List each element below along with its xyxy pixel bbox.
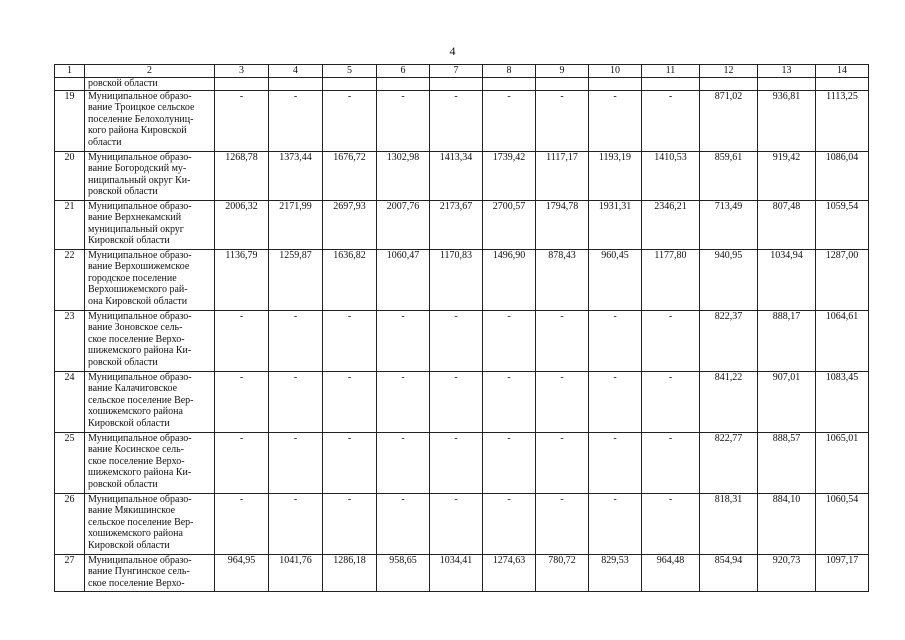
value-cell: 1083,45 xyxy=(816,371,869,432)
entity-name-line: она Кировской области xyxy=(88,295,188,307)
value-cell: - xyxy=(642,310,700,371)
value-cell: 2346,21 xyxy=(642,200,700,249)
row-number: 23 xyxy=(55,310,85,371)
value-cell: - xyxy=(377,371,430,432)
entity-name-line: Кировской области xyxy=(88,539,170,551)
value-cell xyxy=(215,78,269,91)
value-cell: 958,65 xyxy=(377,554,430,591)
value-cell: 1060,47 xyxy=(377,249,430,310)
value-cell: - xyxy=(323,371,377,432)
table-header-row xyxy=(55,65,869,78)
column-header: 4 xyxy=(269,65,323,78)
entity-name-line: ское поселение Верхо- xyxy=(88,577,185,589)
entity-name-line: Муниципальное образо- xyxy=(88,493,192,505)
column-header: 11 xyxy=(642,65,700,78)
table-row xyxy=(55,90,869,151)
entity-name xyxy=(85,310,215,371)
entity-name-line: Муниципальное образо- xyxy=(88,310,192,322)
entity-name-line: вание Зоновское сель- xyxy=(88,322,183,333)
entity-name xyxy=(85,554,215,591)
value-cell: 884,10 xyxy=(758,493,816,554)
value-cell: 964,48 xyxy=(642,554,700,591)
entity-name-line: кого района Кировской xyxy=(88,125,187,136)
value-cell: - xyxy=(269,310,323,371)
value-cell: 1636,82 xyxy=(323,249,377,310)
value-cell: - xyxy=(269,493,323,554)
value-cell: 1065,01 xyxy=(816,432,869,493)
value-cell: 1413,34 xyxy=(430,151,483,200)
value-cell: 936,81 xyxy=(758,90,816,151)
value-cell: - xyxy=(430,493,483,554)
value-cell: - xyxy=(642,432,700,493)
value-cell: 1268,78 xyxy=(215,151,269,200)
entity-name-line: Верхошижемского рай- xyxy=(88,284,188,295)
entity-name-line: Муниципальное образо- xyxy=(88,90,192,102)
entity-name-line: вание Верхошижемское xyxy=(88,261,190,272)
value-cell: - xyxy=(642,493,700,554)
column-header: 10 xyxy=(589,65,642,78)
entity-name-line: вание Мякишинское xyxy=(88,505,176,516)
value-cell: - xyxy=(483,432,536,493)
entity-name-line: ровской области xyxy=(88,186,158,197)
entity-name-line: городское поселение xyxy=(88,272,177,284)
value-cell: 2173,67 xyxy=(430,200,483,249)
value-cell: - xyxy=(483,90,536,151)
entity-name-line: вание Троицкое сельское xyxy=(88,102,195,113)
value-cell: - xyxy=(377,90,430,151)
value-cell: - xyxy=(536,432,589,493)
column-header: 7 xyxy=(430,65,483,78)
row-number: 19 xyxy=(55,90,85,151)
table-row xyxy=(55,249,869,310)
value-cell xyxy=(430,78,483,91)
value-cell: 888,57 xyxy=(758,432,816,493)
row-number: 27 xyxy=(55,554,85,591)
value-cell: 1117,17 xyxy=(536,151,589,200)
value-cell: 2006,32 xyxy=(215,200,269,249)
value-cell: 907,01 xyxy=(758,371,816,432)
value-cell: - xyxy=(642,371,700,432)
value-cell: - xyxy=(377,432,430,493)
value-cell: 1059,54 xyxy=(816,200,869,249)
table-row xyxy=(55,432,869,493)
column-header: 9 xyxy=(536,65,589,78)
data-table xyxy=(54,64,869,592)
entity-name-line: области xyxy=(88,136,122,148)
entity-name-line: ровской области xyxy=(88,356,158,368)
value-cell xyxy=(700,78,758,91)
value-cell xyxy=(758,78,816,91)
column-header: 3 xyxy=(215,65,269,78)
value-cell: - xyxy=(589,90,642,151)
value-cell: 818,31 xyxy=(700,493,758,554)
value-cell: 829,53 xyxy=(589,554,642,591)
entity-name xyxy=(85,493,215,554)
value-cell: - xyxy=(215,432,269,493)
entity-name-line: сельское поселение Вер- xyxy=(88,516,194,528)
value-cell: 780,72 xyxy=(536,554,589,591)
entity-name-line: ровской области xyxy=(88,478,158,490)
value-cell xyxy=(816,78,869,91)
value-cell: 1086,04 xyxy=(816,151,869,200)
value-cell: 1286,18 xyxy=(323,554,377,591)
column-header: 8 xyxy=(483,65,536,78)
column-header: 6 xyxy=(377,65,430,78)
value-cell: - xyxy=(642,90,700,151)
entity-name-line: Муниципальное образо- xyxy=(88,554,192,566)
entity-name-line: вание Пунгинское сель- xyxy=(88,566,190,577)
column-header: 13 xyxy=(758,65,816,78)
value-cell: - xyxy=(430,310,483,371)
entity-name-line: Муниципальное образо- xyxy=(88,249,192,261)
entity-name xyxy=(85,249,215,310)
value-cell: 841,22 xyxy=(700,371,758,432)
value-cell: - xyxy=(215,493,269,554)
value-cell xyxy=(536,78,589,91)
column-header: 12 xyxy=(700,65,758,78)
entity-name xyxy=(85,90,215,151)
entity-name-line: Муниципальное образо- xyxy=(88,151,192,163)
value-cell: - xyxy=(589,493,642,554)
entity-name-line: поселение Белохолуниц- xyxy=(88,113,194,125)
value-cell: 2171,99 xyxy=(269,200,323,249)
value-cell: - xyxy=(589,432,642,493)
value-cell: - xyxy=(323,310,377,371)
table-row xyxy=(55,371,869,432)
entity-name-line: Муниципальное образо- xyxy=(88,432,192,444)
value-cell xyxy=(323,78,377,91)
value-cell: - xyxy=(536,493,589,554)
value-cell: - xyxy=(589,371,642,432)
value-cell: 1034,41 xyxy=(430,554,483,591)
value-cell xyxy=(483,78,536,91)
value-cell: 878,43 xyxy=(536,249,589,310)
row-number: 21 xyxy=(55,200,85,249)
entity-name-line: ниципальный округ Ки- xyxy=(88,174,191,186)
value-cell: 1113,25 xyxy=(816,90,869,151)
value-cell: 1136,79 xyxy=(215,249,269,310)
entity-name xyxy=(85,200,215,249)
value-cell: 940,95 xyxy=(700,249,758,310)
table-row xyxy=(55,554,869,591)
value-cell: - xyxy=(483,371,536,432)
entity-name-line: шижемского района Ки- xyxy=(88,345,192,356)
row-number: 20 xyxy=(55,151,85,200)
value-cell: - xyxy=(269,432,323,493)
entity-name-line: Муниципальное образо- xyxy=(88,200,192,212)
entity-name-line: Кировской области xyxy=(88,417,170,429)
value-cell: 1274,63 xyxy=(483,554,536,591)
value-cell xyxy=(377,78,430,91)
value-cell: 1034,94 xyxy=(758,249,816,310)
value-cell: - xyxy=(430,371,483,432)
value-cell: 1097,17 xyxy=(816,554,869,591)
value-cell: - xyxy=(483,310,536,371)
entity-name xyxy=(85,371,215,432)
value-cell: 1496,90 xyxy=(483,249,536,310)
value-cell: 807,48 xyxy=(758,200,816,249)
row-number: 22 xyxy=(55,249,85,310)
value-cell: 1193,19 xyxy=(589,151,642,200)
value-cell: - xyxy=(430,432,483,493)
value-cell: 1302,98 xyxy=(377,151,430,200)
row-number: 26 xyxy=(55,493,85,554)
value-cell: 1041,76 xyxy=(269,554,323,591)
value-cell: 822,37 xyxy=(700,310,758,371)
value-cell: - xyxy=(536,371,589,432)
value-cell: 920,73 xyxy=(758,554,816,591)
value-cell: 1170,83 xyxy=(430,249,483,310)
value-cell xyxy=(589,78,642,91)
value-cell: 713,49 xyxy=(700,200,758,249)
value-cell: - xyxy=(215,90,269,151)
value-cell: - xyxy=(589,310,642,371)
value-cell: 1410,53 xyxy=(642,151,700,200)
value-cell: - xyxy=(377,310,430,371)
value-cell: - xyxy=(377,493,430,554)
value-cell: 1287,00 xyxy=(816,249,869,310)
value-cell: 2697,93 xyxy=(323,200,377,249)
value-cell: 854,94 xyxy=(700,554,758,591)
entity-name xyxy=(85,151,215,200)
table-row xyxy=(55,493,869,554)
value-cell: 822,77 xyxy=(700,432,758,493)
value-cell: 1931,31 xyxy=(589,200,642,249)
entity-name-line: вание Калачиговское xyxy=(88,383,178,394)
value-cell: 919,42 xyxy=(758,151,816,200)
value-cell: - xyxy=(323,90,377,151)
table-body xyxy=(55,65,869,592)
entity-name-line: хошижемского района xyxy=(88,528,183,539)
column-header: 2 xyxy=(85,65,215,78)
entity-name-line: Муниципальное образо- xyxy=(88,371,192,383)
value-cell: 871,02 xyxy=(700,90,758,151)
value-cell: 1676,72 xyxy=(323,151,377,200)
value-cell: - xyxy=(269,90,323,151)
table-row xyxy=(55,200,869,249)
value-cell: 1064,61 xyxy=(816,310,869,371)
column-header: 14 xyxy=(816,65,869,78)
entity-name-line: муниципальный округ xyxy=(88,223,184,235)
value-cell: - xyxy=(323,432,377,493)
table-row xyxy=(55,151,869,200)
value-cell: - xyxy=(483,493,536,554)
value-cell: 1060,54 xyxy=(816,493,869,554)
value-cell: 2007,76 xyxy=(377,200,430,249)
row-number-cell xyxy=(55,78,85,91)
entity-name-line: вание Косинское сель- xyxy=(88,444,184,455)
value-cell: - xyxy=(269,371,323,432)
value-cell: 1177,80 xyxy=(642,249,700,310)
entity-name-line: хошижемского района xyxy=(88,406,183,417)
value-cell: - xyxy=(536,90,589,151)
row-number: 24 xyxy=(55,371,85,432)
value-cell: 960,45 xyxy=(589,249,642,310)
value-cell: 2700,57 xyxy=(483,200,536,249)
value-cell: - xyxy=(430,90,483,151)
value-cell: 859,61 xyxy=(700,151,758,200)
table-row xyxy=(55,310,869,371)
entity-name-line: шижемского района Ки- xyxy=(88,467,192,478)
value-cell: - xyxy=(323,493,377,554)
value-cell: 1373,44 xyxy=(269,151,323,200)
value-cell: 1739,42 xyxy=(483,151,536,200)
entity-name-line: ское поселение Верхо- xyxy=(88,455,185,467)
continuation-text: ровской области xyxy=(85,78,215,91)
entity-name-line: сельское поселение Вер- xyxy=(88,394,194,406)
page-number: 4 xyxy=(449,44,456,58)
value-cell xyxy=(642,78,700,91)
column-header: 5 xyxy=(323,65,377,78)
continuation-row xyxy=(55,78,869,91)
value-cell: 1794,78 xyxy=(536,200,589,249)
row-number: 25 xyxy=(55,432,85,493)
value-cell: 964,95 xyxy=(215,554,269,591)
column-header: 1 xyxy=(55,65,85,78)
value-cell: - xyxy=(215,310,269,371)
entity-name-line: Кировской области xyxy=(88,235,170,246)
value-cell xyxy=(269,78,323,91)
entity-name-line: ское поселение Верхо- xyxy=(88,333,185,345)
entity-name xyxy=(85,432,215,493)
value-cell: - xyxy=(215,371,269,432)
value-cell: - xyxy=(536,310,589,371)
entity-name-line: вание Верхнекамский xyxy=(88,212,182,223)
entity-name-line: вание Богородский му- xyxy=(88,163,187,174)
value-cell: 1259,87 xyxy=(269,249,323,310)
value-cell: 888,17 xyxy=(758,310,816,371)
